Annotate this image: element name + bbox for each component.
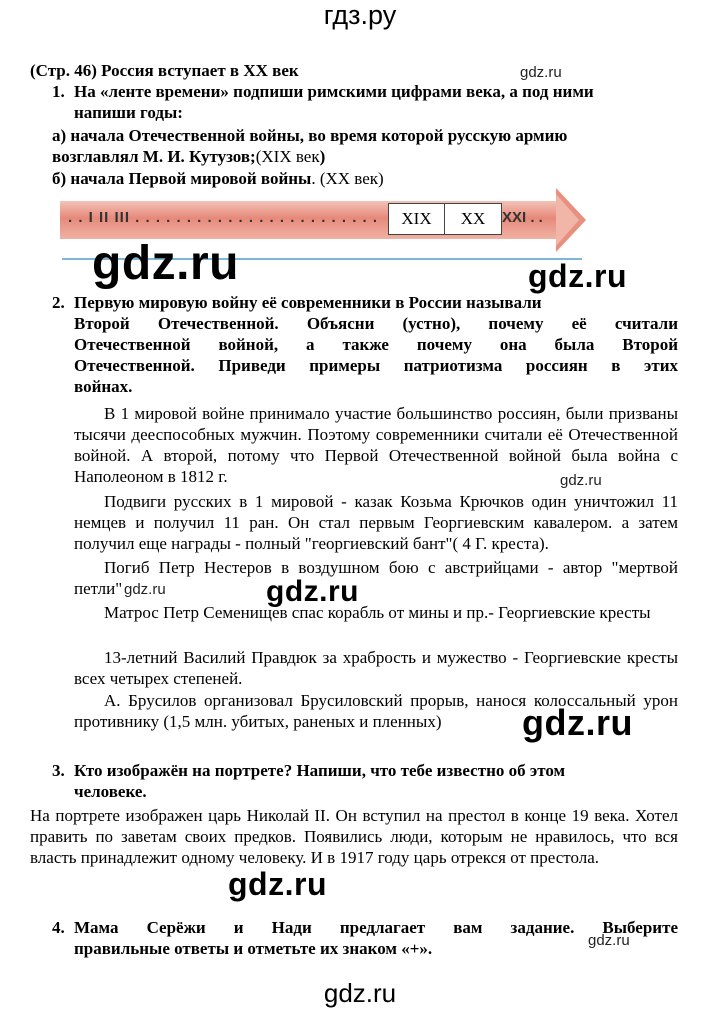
task3-question-line2: человеке.	[74, 782, 147, 801]
task4-question-text1: Мама Серёжи и Нади предлагает вам задание. Выберите	[74, 918, 678, 937]
watermark-small-3: gdz.ru	[124, 581, 166, 598]
watermark-small-2: gdz.ru	[560, 472, 602, 489]
watermark-big-1: gdz.ru	[92, 237, 239, 290]
task3-question-line1	[52, 760, 565, 781]
watermark-big-3: gdz.ru	[266, 575, 359, 608]
task2-question-line5: войнах.	[74, 377, 133, 396]
timeline-box-xx: XX	[444, 203, 502, 235]
task3-number: 3.	[52, 761, 65, 780]
watermark-small: gdz.ru	[520, 64, 562, 81]
task1-a-line2	[52, 146, 325, 167]
task1-question-line1	[52, 81, 594, 102]
task2-question-line3: Отечественной войной, а также почему она была Второй	[74, 335, 678, 354]
timeline-arrow-inner	[556, 194, 579, 246]
page-heading: (Стр. 46) Россия вступает в XX век	[30, 61, 299, 80]
timeline-box-xix: XIX	[388, 203, 445, 235]
task2-answer-paragraph2: Подвиги русских в 1 мировой - казак Козьма Крючков один уничтожил 11 немцев и получил 11 ран. Он стал первым Георгиевским кавалером. а затем получил еще награды - полный "георгиевский бант"( 4 Г. креста).	[74, 492, 678, 553]
task2-answer-paragraph3b: петли"	[74, 579, 123, 598]
task2-number: 2.	[52, 293, 65, 312]
task1-question-line2: напиши годы:	[74, 103, 183, 122]
task4-question-line2: правильные ответы и отметьте их знаком «+».	[74, 939, 433, 958]
task1-a-close: )	[319, 147, 326, 166]
task4-number: 4.	[52, 918, 65, 937]
site-title: гдз.ру	[323, 0, 397, 30]
task1-a-answer: (XIX век	[255, 147, 320, 166]
task3-question-text1: Кто изображён на портрете? Напиши, что тебе известно об этом	[74, 761, 566, 780]
task2-answer-paragraph3a: Погиб Петр Нестеров в воздушном бою с австрийцами - автор "мертвой	[104, 558, 678, 577]
site-footer: gdz.ru	[323, 978, 397, 1008]
task1-b-bold: б) начала Первой мировой войны	[52, 169, 312, 188]
task2-answer-paragraph5: 13-летний Василий Правдюк за храбрость и мужество - Георгиевские кресты всех четырех степеней.	[74, 648, 678, 688]
task2-answer-paragraph4: Матрос Петр Семенищев спас корабль от мины и пр.- Георгиевские кресты	[104, 603, 651, 622]
task4-question-line1	[52, 917, 678, 938]
task2-question-line1	[52, 292, 542, 313]
task2-answer-paragraph6: А. Брусилов организовал Брусиловский прорыв, нанося колоссальный урон противнику (1,5 млн. убитых, раненых и пленных)	[74, 691, 678, 731]
timeline-right-label: XXI . .	[502, 209, 543, 226]
watermark-big-2: gdz.ru	[528, 258, 627, 294]
task1-number: 1.	[52, 82, 65, 101]
watermark-big-5: gdz.ru	[228, 866, 327, 902]
task1-b-line	[52, 168, 384, 189]
task1-a-line1: а) начала Отечественной войны, во время которой русскую армию	[52, 126, 568, 145]
timeline-left-label: . . I II III . . . . . . . . . . . . . . . . . . . . . . . .	[68, 209, 379, 226]
task2-answer-paragraph1: В 1 мировой войне принимало участие большинство россиян, были призваны тысячи дееспособных мужчин. Поэтому современники считали её Отечественной войной. А второй, потому что Первой Отечественной войной была война с Наполеоном в 1812 г.	[74, 404, 678, 486]
task1-b-answer: . (XX век)	[311, 169, 384, 188]
task2-question-line4: Отечественной. Приведи примеры патриотизма россиян в этих	[74, 356, 678, 375]
watermark-big-4: gdz.ru	[522, 702, 633, 743]
task2-question-line2: Второй Отечественной. Объясни (устно), почему её считали	[74, 314, 678, 333]
task3-answer: На портрете изображен царь Николай II. Он вступил на престол в конце 19 века. Хотел править по заветам своих предков. Появились люди, которым не нравилось, что вся власть принадлежит одному человеку. И в 1917 году царь отрекся от престола.	[30, 806, 678, 867]
task2-question-text1: Первую мировую войну её современники в России называли	[74, 293, 542, 312]
watermark-small-4: gdz.ru	[588, 932, 630, 949]
task1-a-bold: возглавлял М. И. Кутузов;	[52, 147, 256, 166]
task1-question-text1: На «ленте времени» подпиши римскими цифрами века, а под ними	[74, 82, 594, 101]
